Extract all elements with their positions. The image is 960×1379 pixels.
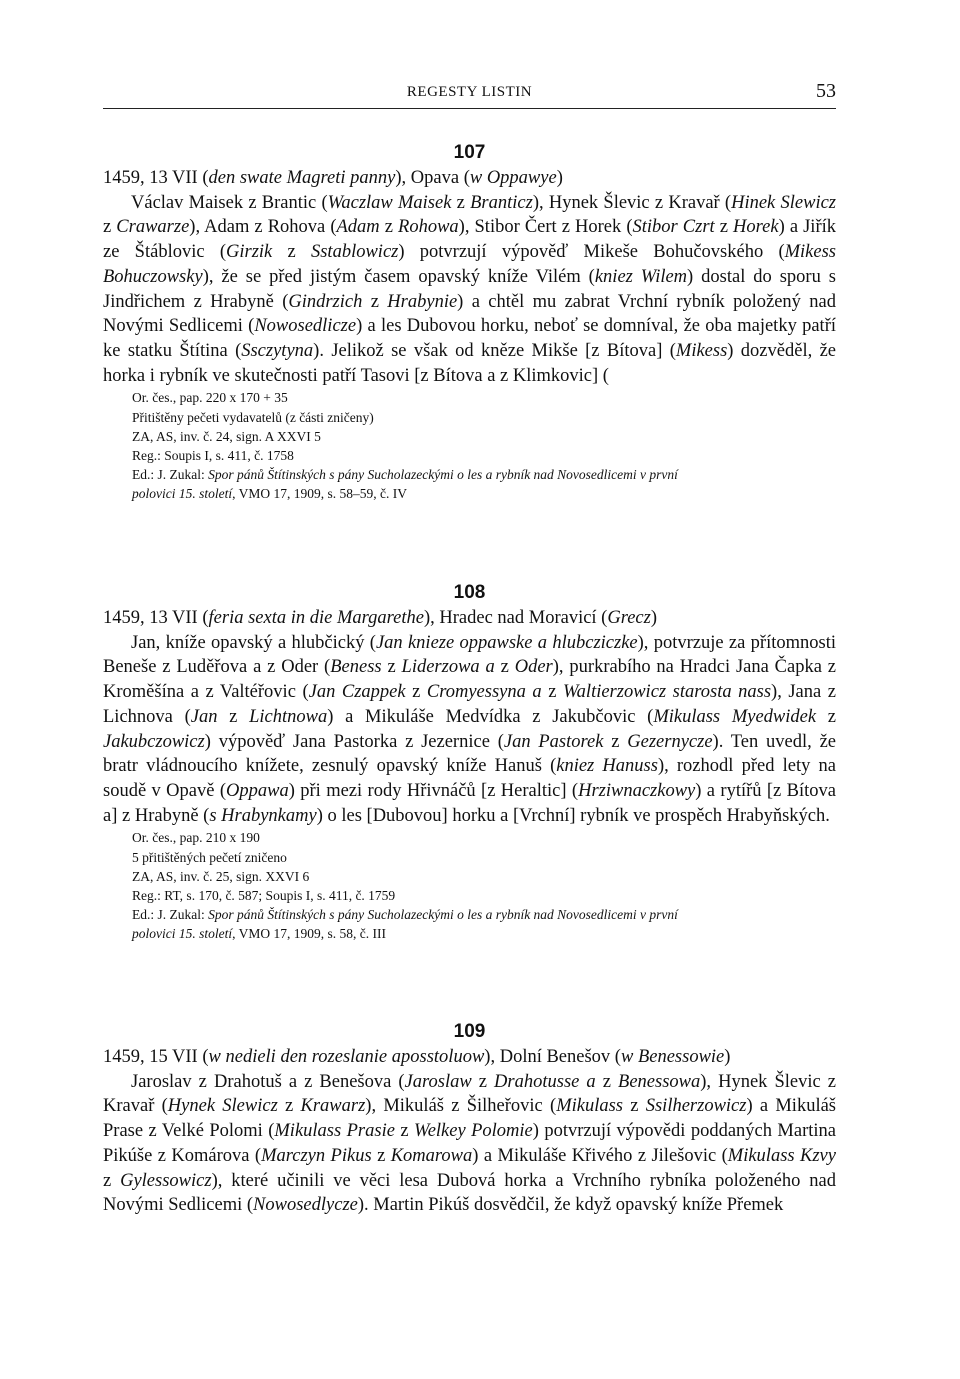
entry-number: 107 — [453, 142, 486, 163]
entry-dateline: 1459, 13 VII (feria sexta in die Margarethe), Hradec nad Moravicí (Grecz) — [103, 608, 658, 628]
note-reg: Reg.: RT, s. 170, č. 587; Soupis I, s. 411, č. 1759 — [132, 887, 396, 903]
page-number: 53 — [816, 80, 836, 102]
running-header — [103, 80, 836, 109]
regest-entry-109 — [103, 1019, 836, 1218]
entry-dateline: 1459, 13 VII (den swate Magreti panny), Opava (w Oppawye) — [103, 168, 563, 188]
regest-entry-108 — [103, 580, 836, 944]
note-archive: ZA, AS, inv. č. 24, sign. A XXVI 5 — [132, 428, 321, 444]
note-ed: Ed.: J. Zukal: Spor pánů Štítinských s pány Sucholazeckými o les a rybník nad Novosedlicemi v první — [132, 467, 678, 483]
entry-notes — [103, 828, 836, 943]
note-archive: ZA, AS, inv. č. 25, sign. XXVI 6 — [132, 868, 310, 884]
note-material: Or. čes., pap. 220 x 170 + 35 — [132, 390, 288, 406]
entry-body: Jan, kníže opavský a hlubčický (Jan knieze oppawske a hlubcziczke), potvrzuje za přítomnosti Beneše z Luděřova a z Oder (Beness z Liderzowa a z Oder), purkrabího na Hradci Jana Čapka z Kroměšína a z Valtéřovic (Jan Czappek z Cromyessyna a z Waltierzowicz starosta nass), Jana z Lichnova (Jan z Lichtnowa) a Mikuláše Medvídka z Jakubčovic (Mikulass Myedwidek z Jakubczowicz) výpověď Jana Pastorka z Jezernice (Jan Pastorek z Gezernycze). Ten uvedl, že bratr vládnoucího knížete, zesnulý opavský kníže Hanuš (kniez Hanuss), rozhodl před lety na soudě v Opavě (Oppawa) při mezi rody Hřivnáčů [z Heraltic] (Hrziwnaczkowy) a rytířů [z Bítova a] z Hrabyně (s Hrabynkamy) o les [Dubovou] horku a [Vrchní] rybník ve prospěch Hrabyňských. — [103, 632, 837, 826]
note-material: Or. čes., pap. 210 x 190 — [132, 830, 260, 846]
regest-entry-107 — [103, 140, 836, 504]
note-ed-cont: polovici 15. století, VMO 17, 1909, s. 58, č. III — [132, 926, 386, 942]
note-ed: Ed.: J. Zukal: Spor pánů Štítinských s pány Sucholazeckými o les a rybník nad Novosedlicemi v první — [132, 907, 678, 923]
entry-dateline: 1459, 15 VII (w nedieli den rozeslanie aposstoluow), Dolní Benešov (w Benessowie) — [103, 1047, 731, 1067]
note-reg: Reg.: Soupis I, s. 411, č. 1758 — [132, 447, 294, 463]
entry-notes — [103, 388, 836, 503]
entry-body: Václav Maisek z Brantic (Waczlaw Maisek z Branticz), Hynek Šlevic z Kravař (Hinek Slewicz z Crawarze), Adam z Rohova (Adam z Rohowa), Stibor Čert z Horek (Stibor Czrt z Horek) a Jiřík ze Štáblovic (Girzik z Sstablowicz) potvrzují výpověď Mikeše Bohučovského (Mikess Bohuczowsky), že se před jistým časem opavský kníže Vilém (kniez Wilem) dostal do sporu s Jindřichem z Hrabyně (Gindrzich z Hrabynie) a chtěl mu zabrat Vrchní rybník položený nad Novými Sedlicemi (Nowosedlicze) a les Dubovou horku, neboť se domníval, že oba majetky patří ke statku Štítina (Ssczytyna). Jelikož se však od kněze Mikše [z Bítova] (Mikess) dozvěděl, že horka i rybník ve skutečnosti patří Tasovi [z Bítova a z Klimkovic] ( — [103, 192, 836, 386]
entry-number: 108 — [453, 582, 486, 603]
note-seals: 5 přitištěných pečetí zničeno — [132, 849, 287, 865]
header-title: REGESTY LISTIN — [406, 84, 533, 100]
entry-number: 109 — [453, 1021, 486, 1042]
note-ed-cont: polovici 15. století, VMO 17, 1909, s. 58–59, č. IV — [132, 486, 407, 502]
note-seals: Přitištěny pečeti vydavatelů (z části zničeny) — [132, 409, 374, 425]
entry-body: Jaroslav z Drahotuš a z Benešova (Jaroslaw z Drahotusse a z Benessowa), Hynek Šlevic z Kravař (Hynek Slewicz z Krawarz), Mikuláš z Šilheřovic (Mikulass z Ssilherzowicz) a Mikuláš Prase z Velké Polomi (Mikulass Prasie z Welkey Polomie) potvrzují výpovědi poddaných Martina Pikúše z Komárova (Marczyn Pikus z Komarowa) a Mikuláše Křivého z Jilešovic (Mikulass Kzvy z Gylessowicz), které učinili ve věci lesa Dubová horka a Vrchního rybníka položeného nad Novými Sedlicemi (Nowosedlycze). Martin Pikúš dosvědčil, že když opavský kníže Přemek — [103, 1071, 836, 1216]
